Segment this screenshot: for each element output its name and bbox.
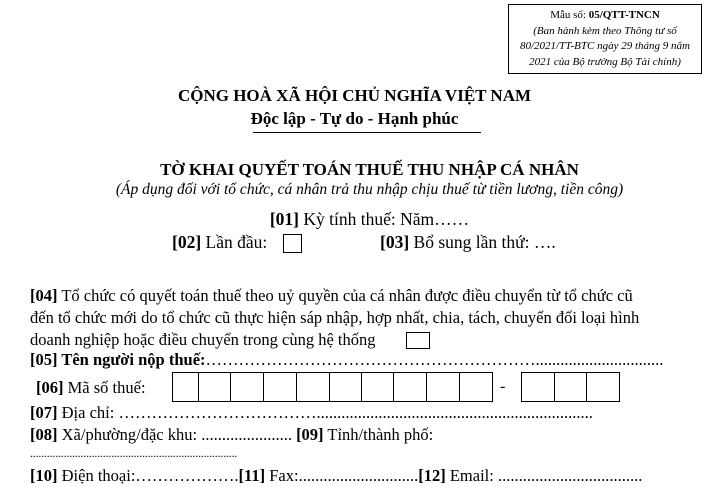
transfer-checkbox[interactable] (406, 332, 430, 349)
tax-code-branch-cell-3[interactable] (587, 373, 620, 401)
field-08-ward[interactable]: [08] Xã/phường/đặc khu: ...................... [09] Tỉnh/thành phố: (30, 425, 434, 444)
tax-code-branch-cells[interactable] (521, 372, 620, 402)
tax-code-separator: - (500, 378, 506, 395)
first-time-checkbox[interactable] (283, 234, 302, 253)
tax-code-cell-2[interactable] (199, 373, 231, 401)
form-number: Mẫu số: 05/QTT-TNCN (550, 9, 660, 21)
national-title: CỘNG HOÀ XÃ HỘI CHỦ NGHĨA VIỆT NAM (177, 86, 532, 105)
field-04-line-1: [04] Tổ chức có quyết toán thuế theo uỷ quyền của cá nhân được điều chuyển từ tổ chức cũ (30, 286, 633, 305)
form-title: TỜ KHAI QUYẾT TOÁN THUẾ THU NHẬP CÁ NHÂN (160, 160, 579, 179)
tax-code-cell-3[interactable] (231, 373, 264, 401)
field-05-taxpayer-name[interactable]: [05] Tên người nộp thuế:……………………………………………………............................... (30, 350, 664, 369)
field-10-12-contact[interactable]: [10] Điện thoại:……………….[11] Fax:.............................[12] Email: ................................... (30, 466, 643, 485)
tax-code-cell-9[interactable] (427, 373, 460, 401)
issued-by-line-3: 2021 của Bộ trưởng Bộ Tài chính) (529, 55, 681, 68)
field-04-line-3: doanh nghiệp hoặc điều chuyển trong cùng hệ thống (30, 330, 376, 349)
tax-code-branch-cell-1[interactable] (522, 373, 555, 401)
national-motto: Độc lập - Tự do - Hạnh phúc (250, 109, 459, 128)
issued-by-line-1: (Ban hành kèm theo Thông tư số (533, 24, 677, 37)
field-01-tax-period[interactable] (0, 209, 709, 230)
tax-code-cell-4[interactable] (264, 373, 297, 401)
issued-by-line-2: 80/2021/TT-BTC ngày 29 tháng 9 năm (519, 40, 690, 52)
field-06-tax-code-label: [06] Mã số thuế: (36, 378, 146, 397)
tax-code-branch-cell-2[interactable] (555, 373, 588, 401)
field-03-supplement[interactable]: [03] Bổ sung lần thứ: …. (380, 232, 556, 252)
field-01-code: [01] (269, 209, 300, 229)
form-number-box (508, 4, 702, 74)
tax-code-cell-8[interactable] (394, 373, 427, 401)
tax-code-main-cells[interactable] (172, 372, 493, 402)
tax-code-cell-6[interactable] (330, 373, 363, 401)
tax-code-cell-7[interactable] (362, 373, 394, 401)
form-subtitle: (Áp dụng đối với tổ chức, cá nhân trả thu nhập chịu thuế từ tiền lương, tiền công) (115, 181, 624, 198)
motto-underline (253, 132, 481, 133)
field-04-paragraph (30, 285, 680, 351)
tax-code-cell-10[interactable] (460, 373, 493, 401)
field-04-line-2: đến tổ chức mới do tổ chức cũ thực hiện sáp nhập, hợp nhất, chia, tách, chuyển đổi loại hình (30, 308, 640, 327)
field-07-address[interactable]: [07] Địa chỉ: ………………………………................................................................... (30, 403, 593, 422)
field-01-label: Kỳ tính thuế: Năm…… (299, 209, 470, 229)
field-02-first-time: [02] Lần đầu: (172, 232, 268, 252)
field-09-province-dots[interactable]: .......................................................................... (30, 446, 238, 460)
tax-code-cell-5[interactable] (297, 373, 330, 401)
tax-code-cell-1[interactable] (173, 373, 199, 401)
